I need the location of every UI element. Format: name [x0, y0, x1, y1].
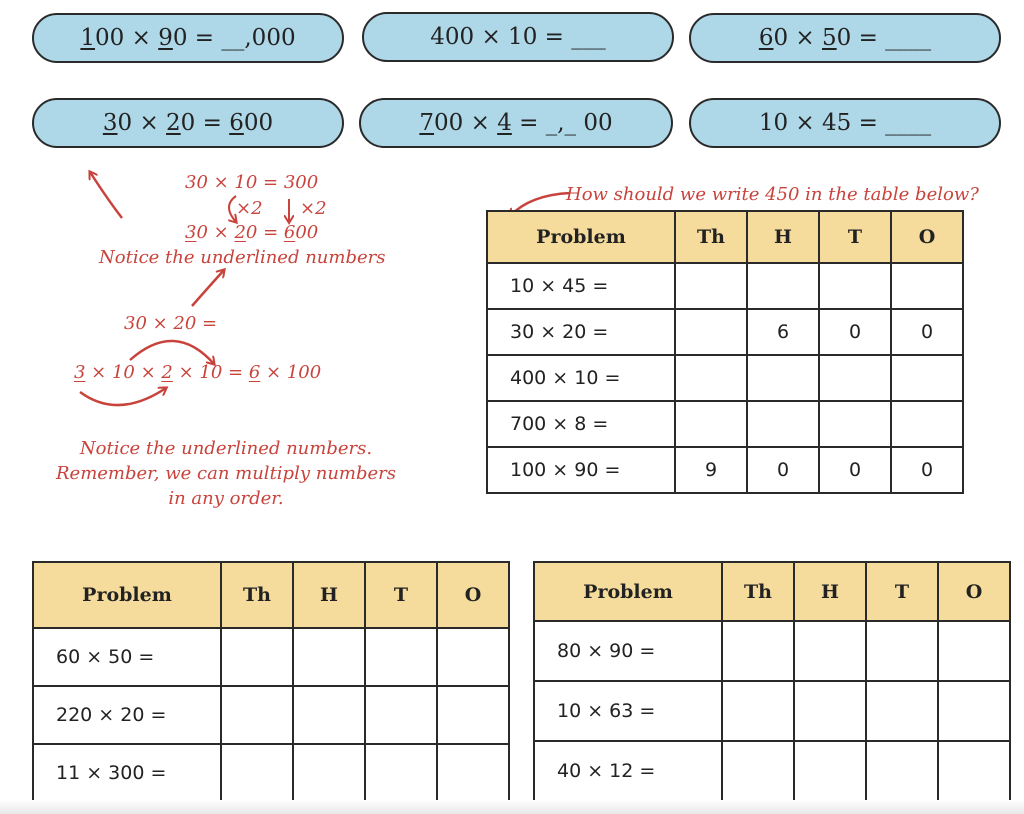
problem-cell: 30 × 20 = — [487, 309, 675, 355]
table-row — [33, 686, 509, 744]
answer-cell-o[interactable] — [938, 681, 1010, 741]
pill-text: 0 × — [117, 110, 167, 136]
pill-text: 5 — [822, 25, 837, 51]
arrow-up-notice — [192, 270, 224, 306]
column-header-o: O — [437, 562, 509, 628]
pill-text: 10 × 45 = ____ — [758, 110, 932, 136]
annotation-remember-order: Notice the underlined numbers. Remember, we can multiply numbers in any order. — [56, 438, 396, 509]
answer-cell-th[interactable] — [722, 621, 794, 681]
pill-text: 6 — [229, 110, 244, 136]
answer-cell-h[interactable] — [747, 401, 819, 447]
table-row — [487, 309, 963, 355]
table-row — [487, 355, 963, 401]
arrow-curve-x2 — [229, 196, 236, 222]
problem-cell: 40 × 12 = — [534, 741, 722, 801]
answer-cell-h[interactable] — [747, 263, 819, 309]
column-header-problem: Problem — [534, 562, 722, 621]
equation-pill-4 — [32, 98, 344, 148]
pill-text: 00 — [243, 110, 274, 136]
annotation-times2-left: ×2 — [236, 198, 263, 219]
annotation-30x20: 30 × 20 = — [124, 313, 218, 334]
answer-cell-h[interactable] — [293, 686, 365, 744]
problem-cell: 10 × 45 = — [487, 263, 675, 309]
answer-cell-h[interactable] — [794, 621, 866, 681]
answer-cell-o[interactable] — [437, 628, 509, 686]
answer-cell-t[interactable] — [365, 744, 437, 802]
answer-cell-h[interactable]: 0 — [747, 447, 819, 493]
problem-cell: 400 × 10 = — [487, 355, 675, 401]
pill-text: 0 = ____ — [836, 25, 932, 51]
answer-cell-o[interactable] — [891, 401, 963, 447]
arrow-arc-bottom — [80, 388, 166, 405]
answer-cell-h[interactable] — [794, 741, 866, 801]
table-header-row — [487, 211, 963, 263]
pill-text: 0 = __,000 — [172, 25, 296, 51]
table-row — [534, 741, 1010, 801]
answer-cell-o[interactable] — [437, 686, 509, 744]
place-value-table-bottom-left — [32, 561, 510, 803]
column-header-h: H — [794, 562, 866, 621]
answer-cell-t[interactable] — [819, 355, 891, 401]
annotation-expanded-expression: 3 × 10 × 2 × 10 = 6 × 100 — [74, 362, 322, 383]
pill-text: 7 — [419, 110, 435, 136]
annotation-30x10: 30 × 10 = 300 — [185, 172, 319, 193]
pill-text: 00 × — [434, 110, 498, 136]
equation-pill-2 — [362, 12, 674, 62]
table-row — [487, 263, 963, 309]
pill-text: 4 — [497, 110, 512, 136]
answer-cell-o[interactable] — [938, 741, 1010, 801]
column-header-problem: Problem — [487, 211, 675, 263]
column-header-t: T — [365, 562, 437, 628]
answer-cell-t[interactable] — [365, 686, 437, 744]
problem-cell: 10 × 63 = — [534, 681, 722, 741]
table-header-row — [534, 562, 1010, 621]
pill-text: 6 — [758, 25, 774, 51]
table-row — [487, 447, 963, 493]
answer-cell-t[interactable] — [866, 681, 938, 741]
problem-cell: 11 × 300 = — [33, 744, 221, 802]
answer-cell-th[interactable] — [675, 309, 747, 355]
answer-cell-t[interactable] — [365, 628, 437, 686]
problem-cell: 80 × 90 = — [534, 621, 722, 681]
pill-text: 0 = — [180, 110, 230, 136]
answer-cell-th[interactable] — [722, 741, 794, 801]
answer-cell-h[interactable] — [794, 681, 866, 741]
answer-cell-th[interactable] — [675, 263, 747, 309]
annotation-times2-right: ×2 — [300, 198, 327, 219]
pill-text: 400 × 10 = ___ — [430, 24, 606, 50]
answer-cell-th[interactable]: 9 — [675, 447, 747, 493]
column-header-h: H — [293, 562, 365, 628]
place-value-table-bottom-right — [533, 561, 1011, 802]
answer-cell-th[interactable] — [221, 628, 293, 686]
arrow-up-left — [90, 172, 122, 218]
answer-cell-th[interactable] — [722, 681, 794, 741]
answer-cell-t[interactable] — [866, 741, 938, 801]
column-header-h: H — [747, 211, 819, 263]
pill-text: 00 × — [95, 25, 159, 51]
column-header-problem: Problem — [33, 562, 221, 628]
column-header-o: O — [891, 211, 963, 263]
equation-pill-3 — [689, 13, 1001, 63]
annotation-question-450: How should we write 450 in the table below? — [566, 184, 979, 205]
pill-text: 1 — [80, 25, 96, 51]
annotation-notice-underlined: Notice the underlined numbers — [99, 247, 386, 268]
answer-cell-o[interactable]: 0 — [891, 447, 963, 493]
answer-cell-h[interactable] — [747, 355, 819, 401]
pill-text: 3 — [102, 110, 118, 136]
pill-text: = _,_ 00 — [511, 110, 613, 136]
pill-text: 2 — [166, 110, 181, 136]
table-row — [534, 621, 1010, 681]
equation-pill-6 — [689, 98, 1001, 148]
table-header-row — [33, 562, 509, 628]
page-bottom-edge — [0, 800, 1024, 814]
table-row — [33, 628, 509, 686]
annotation-30x20-equals-600: 30 × 20 = 600 — [185, 222, 319, 243]
answer-cell-t[interactable]: 0 — [819, 309, 891, 355]
answer-cell-t[interactable]: 0 — [819, 447, 891, 493]
answer-cell-o[interactable] — [938, 621, 1010, 681]
answer-cell-th[interactable] — [675, 401, 747, 447]
pill-text: 9 — [158, 25, 173, 51]
column-header-t: T — [866, 562, 938, 621]
pill-text: 0 × — [773, 25, 822, 51]
answer-cell-h[interactable] — [293, 628, 365, 686]
column-header-th: Th — [675, 211, 747, 263]
answer-cell-o[interactable]: 0 — [891, 309, 963, 355]
problem-cell: 700 × 8 = — [487, 401, 675, 447]
problem-cell: 100 × 90 = — [487, 447, 675, 493]
answer-cell-h[interactable] — [293, 744, 365, 802]
answer-cell-o[interactable] — [437, 744, 509, 802]
equation-pill-1 — [32, 13, 344, 63]
answer-cell-t[interactable] — [866, 621, 938, 681]
answer-cell-t[interactable] — [819, 263, 891, 309]
answer-cell-t[interactable] — [819, 401, 891, 447]
answer-cell-th[interactable] — [221, 686, 293, 744]
column-header-th: Th — [221, 562, 293, 628]
table-row — [534, 681, 1010, 741]
arrow-arc-top — [130, 341, 214, 364]
problem-cell: 60 × 50 = — [33, 628, 221, 686]
problem-cell: 220 × 20 = — [33, 686, 221, 744]
answer-cell-o[interactable] — [891, 263, 963, 309]
answer-cell-o[interactable] — [891, 355, 963, 401]
answer-cell-th[interactable] — [221, 744, 293, 802]
equation-pill-5 — [359, 98, 673, 148]
answer-cell-h[interactable]: 6 — [747, 309, 819, 355]
column-header-th: Th — [722, 562, 794, 621]
table-row — [33, 744, 509, 802]
column-header-o: O — [938, 562, 1010, 621]
answer-cell-th[interactable] — [675, 355, 747, 401]
place-value-table-top — [486, 210, 964, 494]
table-row — [487, 401, 963, 447]
column-header-t: T — [819, 211, 891, 263]
